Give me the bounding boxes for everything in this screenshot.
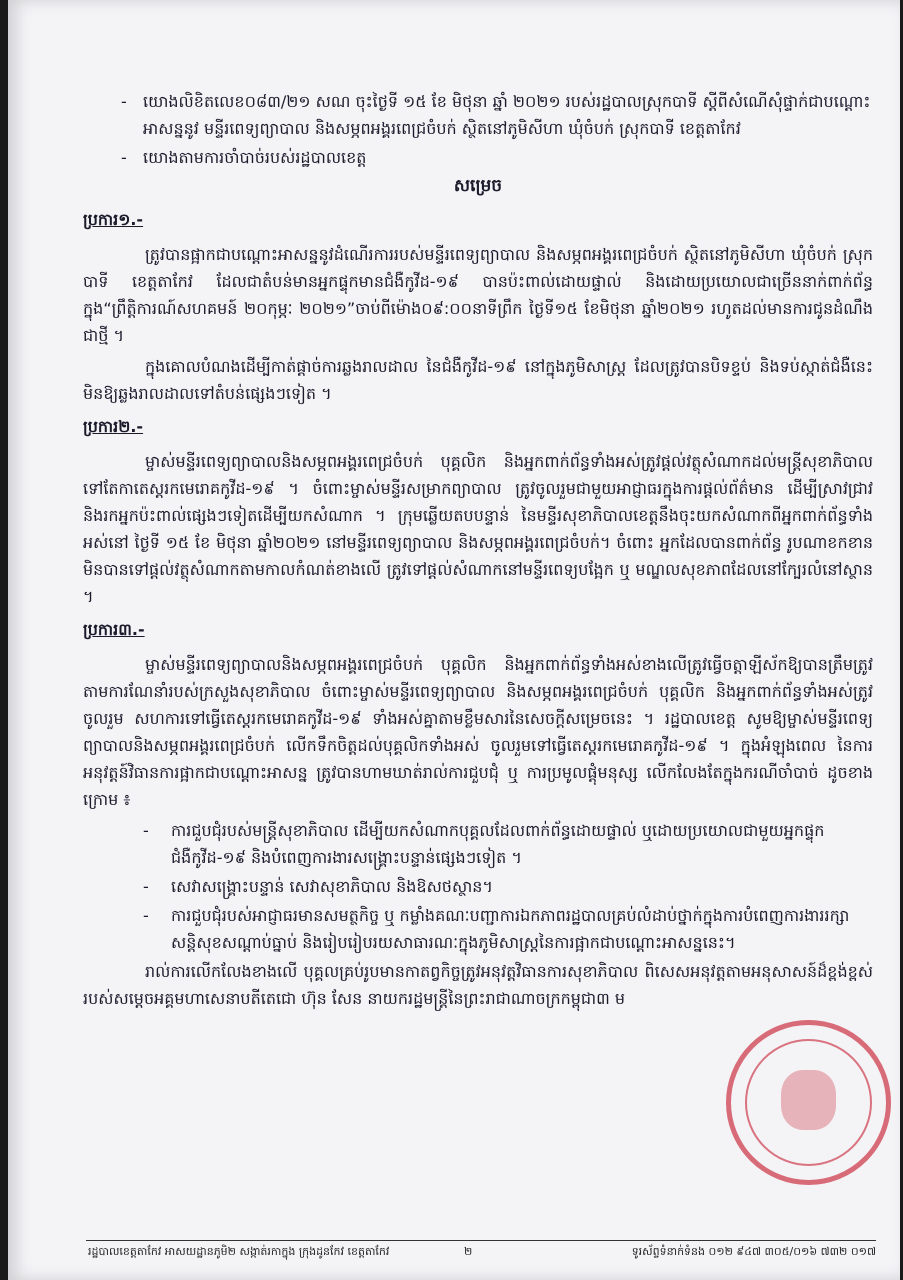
reference-bullet-2 <box>83 144 873 171</box>
seal-emblem <box>781 1070 836 1130</box>
reference-bullet-1 <box>83 88 873 142</box>
page-footer <box>86 1240 876 1263</box>
article-3-paragraph-1: ម្ចាស់មន្ទីរពេទ្យព្យាបាលនិងសម្ភពអង្គរពេជ្រចំបក់ បុគ្គលិក និងអ្នកពាក់ព័ន្ធទាំងអស់ខាងលើត្រូវធ្វើចត្តាឡីស័កឱ្យបានត្រឹមត្រូវតាមការណែនាំរបស់ក្រសួងសុខាភិបាល ចំពោះម្ចាស់មន្ទីរពេទ្យព្យាបាល និងសម្ភពអង្គរពេជ្រចំបក់ បុគ្គលិក និងអ្នកពាក់ព័ន្ធទាំងអស់ត្រូវចូលរួម សហការទៅធ្វើតេស្តរកមេរោគកូវីដ-១៩ ទាំងអស់គ្នាតាមខ្លឹមសារនៃសេចក្តីសម្រេចនេះ ។ រដ្ឋបាលខេត្ត សូមឱ្យម្ចាស់មន្ទីរពេទ្យព្យាបាលនិងសម្ភពអង្គរពេជ្រចំបក់ លើកទឹកចិត្តដល់បុគ្គលិកទាំងអស់ ចូលរួមទៅធ្វើតេស្តរកមេរោគកូវីដ-១៩ ។ ក្នុងអំឡុងពេល នៃការអនុវត្តន៍វិធានការផ្អាកជាបណ្តោះអាសន្ន ត្រូវបានហាមឃាត់រាល់ការជួបជុំ ឬ ការប្រមូលផ្តុំមនុស្ស លើកលែងតែក្នុងករណីចាំបាច់ ដូចខាងក្រោម ៖ <box>83 655 873 809</box>
exception-bullet-3 <box>83 902 873 956</box>
article-2-title: ប្រការ២.- <box>83 417 144 436</box>
footer-page-number: ២ <box>464 1245 473 1258</box>
dash-marker: - <box>143 821 149 840</box>
footer-address: រដ្ឋបាលខេត្តតាកែវ អាសយដ្ឋានភូមិ២ សង្កាត់រកាក្នុង ក្រុងដូនកែវ ខេត្តតាកែវ <box>88 1245 390 1258</box>
footer-phone: ទូរស័ព្ទទំនាក់ទំនង ០១២ ៩៤៧ ៣០៥/០១៦ ៧៣២ ០១៧ <box>631 1245 876 1258</box>
dash-marker: - <box>121 148 127 167</box>
decision-heading: សម្រេច <box>453 176 503 196</box>
reference-text-2: យោងតាមការចាំបាច់របស់រដ្ឋបាលខេត្ត <box>143 148 367 167</box>
reference-text-1: យោងលិខិតលេខ០៨៣/២១ សណ ចុះថ្ងៃទី ១៥ ខែ មិថុនា ឆ្នាំ ២០២១ របស់រដ្ឋបាលស្រុកបាទី ស្តីពីសំណើសុំផ្ទាក់ជាបណ្តោះអាសន្ននូវ មន្ទីរពេទ្យព្យាបាល និងសម្ភពអង្គរពេជ្រចំបក់ ស្ថិតនៅភូមិសីហា ឃុំចំបក់ ស្រុកបាទី ខេត្តតាកែវ <box>143 92 871 138</box>
article-1-paragraph-2: ក្នុងគោលបំណងដើម្បីកាត់ផ្តាច់ការឆ្លងរាលដាល នៃជំងឺកូវីដ-១៩ នៅក្នុងភូមិសាស្ត្រ ដែលត្រូវបានបិទខ្ទប់ និងទប់ស្កាត់ជំងឺនេះមិនឱ្យឆ្លងរាលដាលទៅតំបន់ផ្សេងៗទៀត ។ <box>83 357 873 403</box>
document-body <box>83 88 873 1016</box>
article-3-closing: រាល់ការលើកលែងខាងលើ បុគ្គលគ្រប់រូបមានកាតព្វកិច្ចត្រូវអនុវត្តវិធានការសុខាភិបាល ពិសេសអនុវត្តតាមអនុសាសន៍ដ៏ខ្ពង់ខ្ពស់ របស់សម្តេចអគ្គមហាសេនាបតីតេជោ ហ៊ុន សែន នាយករដ្ឋមន្ត្រីនៃព្រះរាជាណាចក្រកម្ពុជា៣ ម <box>83 962 873 1008</box>
article-1-paragraph-1: ត្រូវបានផ្អាកជាបណ្តោះអាសន្ននូវដំណើរការរបស់មន្ទីរពេទ្យព្យាបាល និងសម្ភពអង្គរពេជ្រចំបក់ ស្ថិតនៅភូមិសីហា ឃុំចំបក់ ស្រុកបាទី ខេត្តតាកែវ ដែលជាតំបន់មានអ្នកផ្ទុកមានជំងឺកូវីដ-១៩ បានប៉ះពាល់ដោយផ្ទាល់ និងដោយប្រយោលជាច្រើននាក់ពាក់ព័ន្ធក្នុង“ព្រឹត្តិការណ៍សហគមន៍ ២០កុម្ភៈ ២០២១”ចាប់ពីម៉ោង០៩:០០នាទីព្រឹក ថ្ងៃទី១៥ ខែមិថុនា ឆ្នាំ២០២១ រហូតដល់មានការជូនដំណឹងជាថ្មី ។ <box>83 245 873 345</box>
exception-text-1: ការជួបជុំរបស់មន្ត្រីសុខាភិបាល ដើម្បីយកសំណាកបុគ្គលដែលពាក់ព័ន្ធដោយផ្ទាល់ ឬដោយប្រយោលជាមួយអ្នកផ្ទុកជំងឺកូវីដ-១៩ និងបំពេញការងារសង្គ្រោះបន្ទាន់ផ្សេងៗទៀត ។ <box>171 821 825 867</box>
exception-bullet-2 <box>83 873 873 900</box>
exception-text-2: សេវាសង្គ្រោះបន្ទាន់ សេវាសុខាភិបាល និងឱសថស្ថាន។ <box>171 877 493 896</box>
dash-marker: - <box>121 92 127 111</box>
official-seal-stamp <box>726 1020 891 1185</box>
dash-marker: - <box>143 877 149 896</box>
article-3-title: ប្រការ៣.- <box>83 620 145 639</box>
exception-bullet-1 <box>83 817 873 871</box>
exception-text-3: ការជួបជុំរបស់អាជ្ញាធរមានសមត្ថកិច្ច ឬ កម្លាំងគណៈបញ្ជាការឯកភាពរដ្ឋបាលគ្រប់លំដាប់ថ្នាក់ក្នុងការបំពេញការងាររក្សាសន្តិសុខសណ្តាប់ធ្នាប់ និងរៀបរៀបរយសាធារណៈក្នុងភូមិសាស្ត្រនៃការផ្អាកជាបណ្តោះអាសន្ននេះ។ <box>171 906 850 952</box>
article-1-title: ប្រការ១.- <box>83 210 144 229</box>
document-page <box>8 0 900 1280</box>
article-2-paragraph-1: ម្ចាស់មន្ទីរពេទ្យព្យាបាលនិងសម្ភពអង្គរពេជ្រចំបក់ បុគ្គលិក និងអ្នកពាក់ព័ន្ធទាំងអស់ត្រូវផ្តល់វត្ថុសំណាកដល់មន្ត្រីសុខាភិបាល ទៅតែកាតេស្តរកមេរោគកូវីដ-១៩ ។ ចំពោះម្ចាស់មន្ទីរសម្រាកព្យាបាល ត្រូវចូលរួមជាមួយអាជ្ញាធរក្នុងការផ្តល់ព័ត៌មាន ដើម្បីស្រាវជ្រាវ និងរកអ្នកប៉ះពាល់ផ្សេងៗទៀតដើម្បីយកសំណាក ។ ក្រុមឆ្លើយតបបន្ទាន់ នៃមន្ទីរសុខាភិបាលខេត្តនឹងចុះយកសំណាកពីអ្នកពាក់ព័ន្ធទាំងអស់នៅ ថ្ងៃទី ១៥ ខែ មិថុនា ឆ្នាំ២០២១ នៅមន្ទីរពេទ្យព្យាបាល និងសម្ភពអង្គរពេជ្រចំបក់។ ចំពោះ អ្នកដែលបានពាក់ព័ន្ធ រូបណាខកខានមិនបានទៅផ្តល់វត្ថុសំណាកតាមកាលកំណត់ខាងលើ ត្រូវទៅផ្តល់សំណាកនៅមន្ទីរពេទ្យបង្អែក ឬ មណ្ឌលសុខភាពដែលនៅក្បែរលំនៅស្ថាន ។ <box>83 452 873 606</box>
dash-marker: - <box>143 906 149 925</box>
